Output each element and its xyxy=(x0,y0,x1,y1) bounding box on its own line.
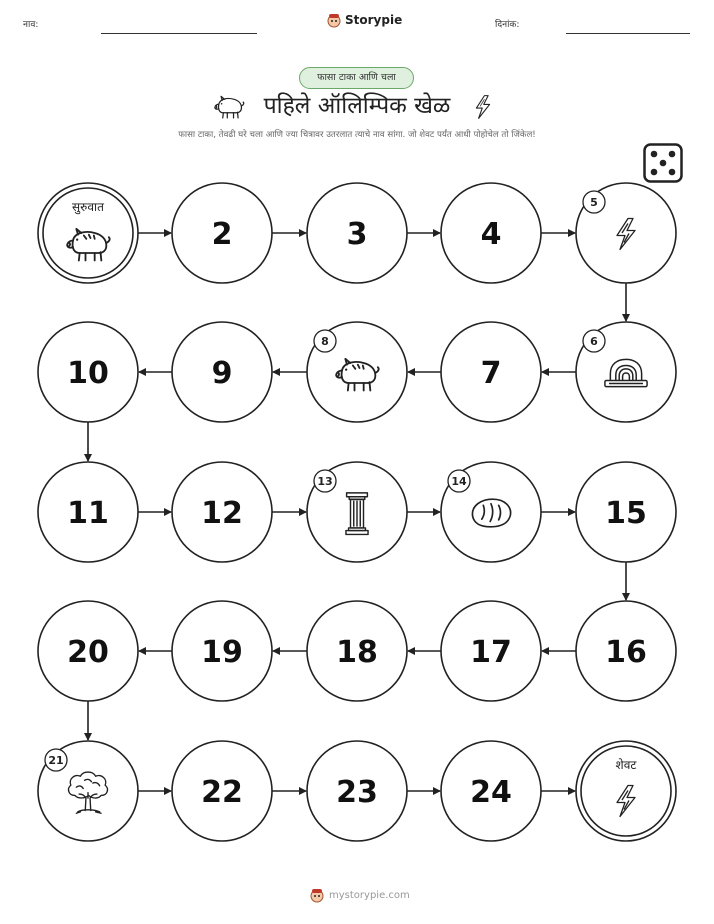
square-number: 24 xyxy=(470,775,512,810)
square-number: 3 xyxy=(346,217,368,252)
board-square-6[interactable] xyxy=(576,322,676,422)
square-number: 8 xyxy=(321,335,329,348)
board-square-11[interactable] xyxy=(38,462,138,562)
square-number: 9 xyxy=(211,356,233,391)
board-square-7[interactable] xyxy=(441,322,541,422)
board-square-15[interactable] xyxy=(576,462,676,562)
board-square-2[interactable] xyxy=(172,183,272,283)
board-square-18[interactable] xyxy=(307,601,407,701)
date-label: दिनांक: xyxy=(495,20,520,30)
board-square-23[interactable] xyxy=(307,741,407,841)
activity-badge: फासा टाका आणि चला xyxy=(299,67,414,89)
storypie-footer-icon xyxy=(309,887,325,903)
square-number: 6 xyxy=(590,335,598,348)
board-square-22[interactable] xyxy=(172,741,272,841)
square-number: 11 xyxy=(67,496,109,531)
square-number: 22 xyxy=(201,775,243,810)
square-number: 19 xyxy=(201,635,243,670)
square-number: 13 xyxy=(317,475,333,488)
board-square-24[interactable] xyxy=(441,741,541,841)
end-label: शेवट xyxy=(615,758,637,772)
square-number: 12 xyxy=(201,496,243,531)
square-number: 17 xyxy=(470,635,512,670)
board-square-4[interactable] xyxy=(441,183,541,283)
board-square-10[interactable] xyxy=(38,322,138,422)
square-outer-ring xyxy=(576,741,676,841)
square-number: 18 xyxy=(336,635,378,670)
square-number: 2 xyxy=(211,217,233,252)
square-number: 5 xyxy=(590,196,598,209)
board-square-20[interactable] xyxy=(38,601,138,701)
square-number: 14 xyxy=(451,475,467,488)
square-number: 10 xyxy=(67,356,109,391)
board-square-16[interactable] xyxy=(576,601,676,701)
board-square-17[interactable] xyxy=(441,601,541,701)
brand-name: Storypie xyxy=(345,13,403,27)
square-outer-ring xyxy=(38,183,138,283)
square-number: 7 xyxy=(480,356,502,391)
board-square-8[interactable] xyxy=(307,322,407,422)
board-square-14[interactable] xyxy=(441,462,541,562)
instructions: फासा टाका, तेवढी घरे चला आणि ज्या चित्रावर उतरलात त्याचे नाव सांगा. जो शेवट पर्यंत आधी पोहोचेल तो जिंकेल! xyxy=(178,130,536,140)
board-square-9[interactable] xyxy=(172,322,272,422)
square-number: 15 xyxy=(605,496,647,531)
page-title: पहिले ऑलिम्पिक खेळ xyxy=(263,93,451,119)
board-square-19[interactable] xyxy=(172,601,272,701)
start-square[interactable] xyxy=(38,183,138,283)
square-number: 20 xyxy=(67,635,109,670)
board-square-3[interactable] xyxy=(307,183,407,283)
board-square-5[interactable] xyxy=(576,183,676,283)
board-square-21[interactable] xyxy=(38,741,138,841)
square-number: 16 xyxy=(605,635,647,670)
footer xyxy=(309,887,410,903)
footer-url: mystorypie.com xyxy=(329,889,410,901)
end-square[interactable] xyxy=(576,741,676,841)
board-square-13[interactable] xyxy=(307,462,407,562)
start-label: सुरुवात xyxy=(72,200,104,214)
name-label: नाव: xyxy=(23,20,39,30)
board-square-12[interactable] xyxy=(172,462,272,562)
square-number: 23 xyxy=(336,775,378,810)
square-number: 4 xyxy=(480,217,502,252)
square-number: 21 xyxy=(48,754,64,767)
